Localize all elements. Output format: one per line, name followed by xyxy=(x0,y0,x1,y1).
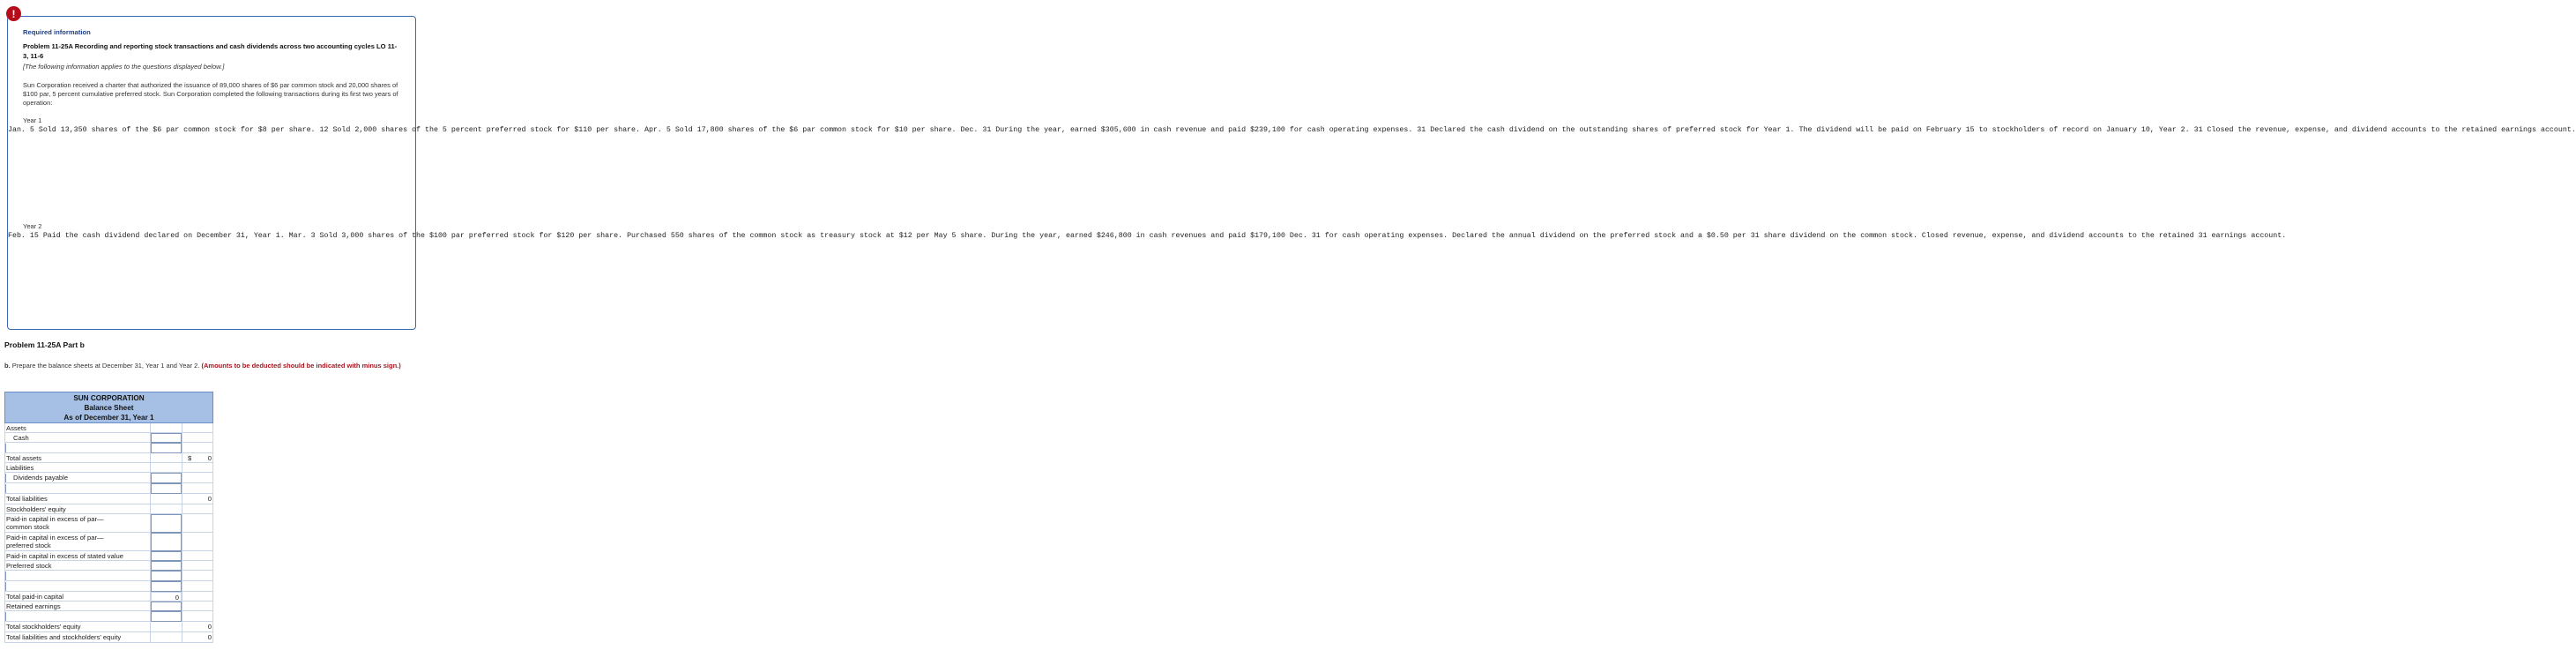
company-name: SUN CORPORATION xyxy=(73,394,145,402)
equity-header-row: Stockholders' equity xyxy=(4,504,213,514)
assets-header-row: Assets xyxy=(4,423,213,433)
asset-input[interactable] xyxy=(151,443,182,453)
statement-title: Balance Sheet xyxy=(84,404,134,412)
retained-earnings-input[interactable] xyxy=(151,601,182,611)
problem-narrative: Sun Corporation received a charter that authorized the issuance of 89,000 shares of $6 par common stock and 20,000 shares of $100 par, 5 percent cumulative preferred stock. Sun Corporation completed the following transactions during its first two years of operation: xyxy=(23,81,398,107)
dividends-payable-row: Dividends payable xyxy=(4,473,213,483)
part-b-instructions: b. Prepare the balance sheets at December 31, Year 1 and Year 2. (Amounts to be deducted should be indicated with minus sign.) xyxy=(4,362,401,370)
liabilities-header-row: Liabilities xyxy=(4,463,213,473)
balance-sheet xyxy=(4,392,213,644)
year2-label: Year 2 xyxy=(23,222,42,230)
pic-preferred-row: Paid-in capital in excess of par—preferred stock xyxy=(4,533,213,551)
part-b-note: (Amounts to be deducted should be indicated with minus sign.) xyxy=(201,362,401,370)
total-liabilities-row: Total liabilities 0 xyxy=(6,495,212,503)
preferred-stock-row: Preferred stock xyxy=(4,561,213,571)
statement-date: As of December 31, Year 1 xyxy=(63,414,154,422)
cash-input[interactable] xyxy=(151,433,182,443)
equity-input-2[interactable] xyxy=(151,581,182,592)
pic-stated-input[interactable] xyxy=(151,551,182,561)
year1-transactions: Jan. 5 Sold 13,350 shares of the $6 par common stock for $8 per share. 12 Sold 2,000 shares of the 5 percent preferred stock for $110 per share. Apr. 5 Sold 17,800 shares of the $6 par common stock for $10 per share. Dec. 31 During the year, earned $305,600 in cash revenue and paid $239,100 for cash operating expenses. 31 Declared the cash dividend on the outstanding shares of preferred stock for Year 1. The dividend will be paid on February 15 to stockholders of record on January 10, Year 2. 31 Closed the revenue, expense, and dividend accounts to the retained earnings account. xyxy=(8,126,2576,134)
cash-row: Cash xyxy=(4,433,213,443)
total-le-row: Total liabilities and stockholders' equity 0 xyxy=(6,633,212,641)
equity-input-3[interactable] xyxy=(151,611,182,622)
pic-stated-row: Paid-in capital in excess of stated value xyxy=(4,551,213,561)
year1-label: Year 1 xyxy=(23,116,42,124)
retained-earnings-row: Retained earnings xyxy=(4,601,213,611)
year2-transactions: Feb. 15 Paid the cash dividend declared on December 31, Year 1. Mar. 3 Sold 3,000 shares of the $100 par preferred stock for $120 per share. Purchased 550 shares of the common stock as treasury stock at $12 per May 5 share. During the year, earned $246,800 in cash revenues and paid $179,100 Dec. 31 for cash operating expenses. Declared the annual dividend on the preferred stock and a $0.50 per 31 share dividend on the common stock. Closed revenue, expense, and dividend accounts to the retained 31 earnings account. xyxy=(8,232,2287,240)
part-title: Problem 11-25A Part b xyxy=(4,340,85,349)
required-info-heading: Required information xyxy=(23,28,91,36)
pic-common-row: Paid-in capital in excess of par—common stock xyxy=(4,514,213,533)
total-assets-row: Total assets $ 0 xyxy=(6,454,212,462)
following-note: [The following information applies to the questions displayed below.] xyxy=(23,63,225,71)
alert-icon: ! xyxy=(6,6,21,21)
required-info-panel xyxy=(7,7,2576,330)
balance-sheet-header xyxy=(4,392,213,423)
preferred-stock-input[interactable] xyxy=(151,561,182,571)
total-pic-row: Total paid-in capital 0 xyxy=(4,592,213,601)
problem-title: Problem 11-25A Recording and reporting stock transactions and cash dividends across two accounting cycles LO 11-3, 11-6 xyxy=(23,42,398,60)
pic-common-input[interactable] xyxy=(151,514,182,533)
dividends-payable-input[interactable] xyxy=(151,473,182,483)
equity-input-1[interactable] xyxy=(151,571,182,581)
liability-input[interactable] xyxy=(151,483,182,494)
total-equity-row: Total stockholders' equity 0 xyxy=(6,623,212,631)
pic-preferred-input[interactable] xyxy=(151,533,182,551)
